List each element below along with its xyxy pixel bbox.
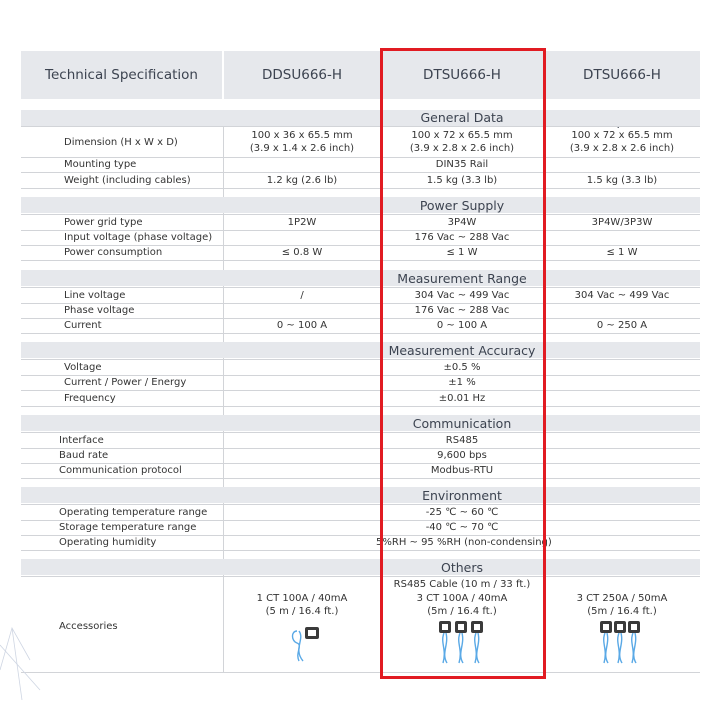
mounting-value: DIN35 Rail [435, 159, 489, 170]
current-dtsu250: 0 ~ 250 A [596, 320, 648, 331]
current-ddsu: 0 ~ 100 A [276, 320, 328, 331]
row-label-phase-voltage: Phase voltage [64, 305, 135, 316]
section-band-environment [21, 487, 700, 503]
line-voltage-dtsu: 304 Vac ~ 499 Vac [414, 290, 510, 301]
section-title-power: Power Supply [419, 198, 505, 213]
weight-dtsu: 1.5 kg (3.3 lb) [426, 175, 498, 186]
row-label-grid-type: Power grid type [64, 217, 143, 228]
header-spec-label: Technical Specification [45, 67, 198, 83]
row-divider [21, 390, 700, 391]
input-voltage-value: 176 Vac ~ 288 Vac [414, 232, 510, 243]
section-title-general: General Data [420, 110, 504, 125]
row-label-weight: Weight (including cables) [64, 175, 191, 186]
accessory-ct-ddsu: 1 CT 100A / 40mA [256, 593, 348, 604]
line-voltage-ddsu: / [300, 290, 304, 301]
decorative-lines [0, 600, 80, 700]
row-label-acc-cpe: Current / Power / Energy [64, 377, 187, 388]
dimension-dtsu-mm: 100 x 72 x 65.5 mm [411, 130, 513, 141]
row-label-dimension: Dimension (H x W x D) [64, 137, 178, 148]
header-model-ddsu666: DDSU666-H [261, 67, 343, 83]
baud-rate-value: 9,600 bps [437, 450, 487, 461]
row-divider [21, 287, 700, 288]
section-band-communication [21, 415, 700, 431]
section-band-others [21, 559, 700, 575]
dimension-dtsu250-mm: 100 x 72 x 65.5 mm [571, 130, 673, 141]
dimension-dtsu-inch: (3.9 x 2.8 x 2.6 inch) [409, 143, 515, 154]
section-band-power [21, 197, 700, 213]
section-band-measurement-accuracy [21, 342, 700, 358]
accessory-ct-ddsu-length: (5 m / 16.4 ft.) [265, 606, 339, 617]
humidity-value: 5%RH ~ 95 %RH (non-condensing) [376, 537, 552, 548]
consumption-ddsu: ≤ 0.8 W [281, 247, 323, 258]
row-divider [21, 260, 700, 261]
row-divider [21, 478, 700, 479]
grid-type-dtsu250: 3P4W/3P3W [591, 217, 653, 228]
row-label-acc-voltage: Voltage [64, 362, 102, 373]
acc-voltage-value: ±0.5 % [443, 362, 481, 373]
row-divider [21, 172, 700, 173]
row-label-protocol: Communication protocol [59, 465, 182, 476]
storage-temp-value: -40 ℃ ~ 70 ℃ [425, 522, 499, 533]
dimension-ddsu-inch: (3.9 x 1.4 x 2.6 inch) [249, 143, 355, 154]
header-model-dtsu666: DTSU666-H [423, 67, 501, 83]
row-label-input-voltage: Input voltage (phase voltage) [64, 232, 213, 243]
row-label-humidity: Operating humidity [59, 537, 157, 548]
section-title-measurement-range: Measurement Range [397, 271, 527, 286]
header-model-dtsu666-250a: DTSU666-H [583, 67, 661, 83]
row-divider [21, 359, 700, 360]
operating-temp-value: -25 ℃ ~ 60 ℃ [425, 507, 499, 518]
grid-type-ddsu: 1P2W [287, 217, 317, 228]
accessory-ct-dtsu-length: (5m / 16.4 ft.) [427, 606, 497, 617]
row-label-storage-temp: Storage temperature range [59, 522, 197, 533]
phase-voltage-value: 176 Vac ~ 288 Vac [414, 305, 510, 316]
protocol-value: Modbus-RTU [430, 465, 494, 476]
section-title-others: Others [440, 560, 483, 575]
row-divider [21, 432, 700, 433]
row-divider [21, 214, 700, 215]
ct-clamp-icon [598, 619, 644, 665]
row-divider [21, 504, 700, 505]
accessory-ct-dtsu: 3 CT 100A / 40mA [416, 593, 508, 604]
accessory-rs485-cable: RS485 Cable (10 m / 33 ft.) [393, 579, 531, 590]
weight-dtsu250: 1.5 kg (3.3 lb) [586, 175, 658, 186]
section-title-environment: Environment [422, 488, 502, 503]
consumption-dtsu: ≤ 1 W [446, 247, 478, 258]
acc-cpe-value: ±1 % [448, 377, 476, 388]
row-divider [21, 333, 700, 334]
row-label-operating-temp: Operating temperature range [59, 507, 208, 518]
ct-clamp-icon [287, 621, 323, 665]
row-divider [21, 126, 700, 127]
acc-frequency-value: ±0.01 Hz [438, 393, 486, 404]
interface-value: RS485 [445, 435, 479, 446]
consumption-dtsu250: ≤ 1 W [606, 247, 638, 258]
row-label-line-voltage: Line voltage [64, 290, 126, 301]
ct-clamp-icon [437, 619, 487, 665]
accessory-ct-dtsu250-length: (5m / 16.4 ft.) [587, 606, 657, 617]
dimension-dtsu250-inch: (3.9 x 2.8 x 2.6 inch) [569, 143, 675, 154]
row-label-acc-frequency: Frequency [64, 393, 116, 404]
section-title-communication: Communication [412, 416, 512, 431]
row-divider [21, 448, 700, 449]
line-voltage-dtsu250: 304 Vac ~ 499 Vac [574, 290, 670, 301]
table-bottom-border [21, 672, 700, 673]
section-band-general [21, 110, 700, 126]
grid-type-dtsu: 3P4W [447, 217, 477, 228]
row-label-baud-rate: Baud rate [59, 450, 109, 461]
section-band-measurement-range [21, 270, 700, 286]
row-divider [21, 406, 700, 407]
row-divider [21, 576, 700, 577]
row-divider [21, 550, 700, 551]
weight-ddsu: 1.2 kg (2.6 lb) [266, 175, 338, 186]
row-label-consumption: Power consumption [64, 247, 163, 258]
row-label-interface: Interface [59, 435, 104, 446]
row-label-accessories: Accessories [59, 621, 118, 632]
row-divider [21, 188, 700, 189]
row-label-current: Current [64, 320, 102, 331]
section-title-measurement-accuracy: Measurement Accuracy [388, 343, 536, 358]
accessory-ct-dtsu250: 3 CT 250A / 50mA [576, 593, 668, 604]
dimension-ddsu-mm: 100 x 36 x 65.5 mm [251, 130, 353, 141]
current-dtsu: 0 ~ 100 A [436, 320, 488, 331]
row-label-mounting: Mounting type [64, 159, 137, 170]
